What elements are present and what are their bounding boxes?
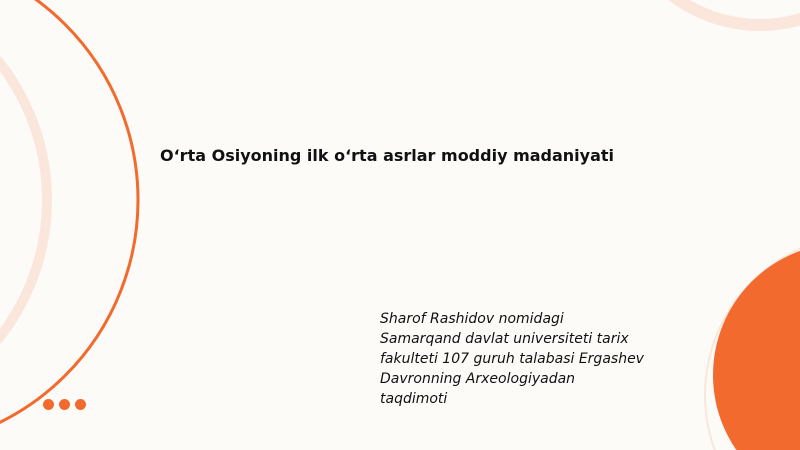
dot-icon bbox=[43, 399, 54, 410]
subtitle-line: taqdimoti bbox=[380, 391, 448, 407]
left-orange-arc-shape bbox=[0, 0, 138, 448]
decorative-dots bbox=[43, 399, 86, 410]
bottom-right-solid-circle-shape bbox=[713, 243, 800, 450]
slide-title: O‘rta Osiyoning ilk o‘rta asrlar moddiy madaniyati bbox=[160, 146, 615, 165]
subtitle-line: Sharof Rashidov nomidagi bbox=[380, 311, 564, 327]
dot-icon bbox=[75, 399, 86, 410]
dot-icon bbox=[59, 399, 70, 410]
subtitle-line: Samarqand davlat universiteti tarix bbox=[380, 331, 629, 347]
subtitle-line: fakulteti 107 guruh talabasi Ergashev bbox=[380, 351, 644, 367]
slide-subtitle bbox=[380, 309, 680, 409]
top-right-light-arc-shape bbox=[615, 0, 800, 25]
subtitle-line: Davronning Arxeologiyadan bbox=[380, 371, 576, 387]
left-light-arc-shape bbox=[0, 0, 47, 422]
